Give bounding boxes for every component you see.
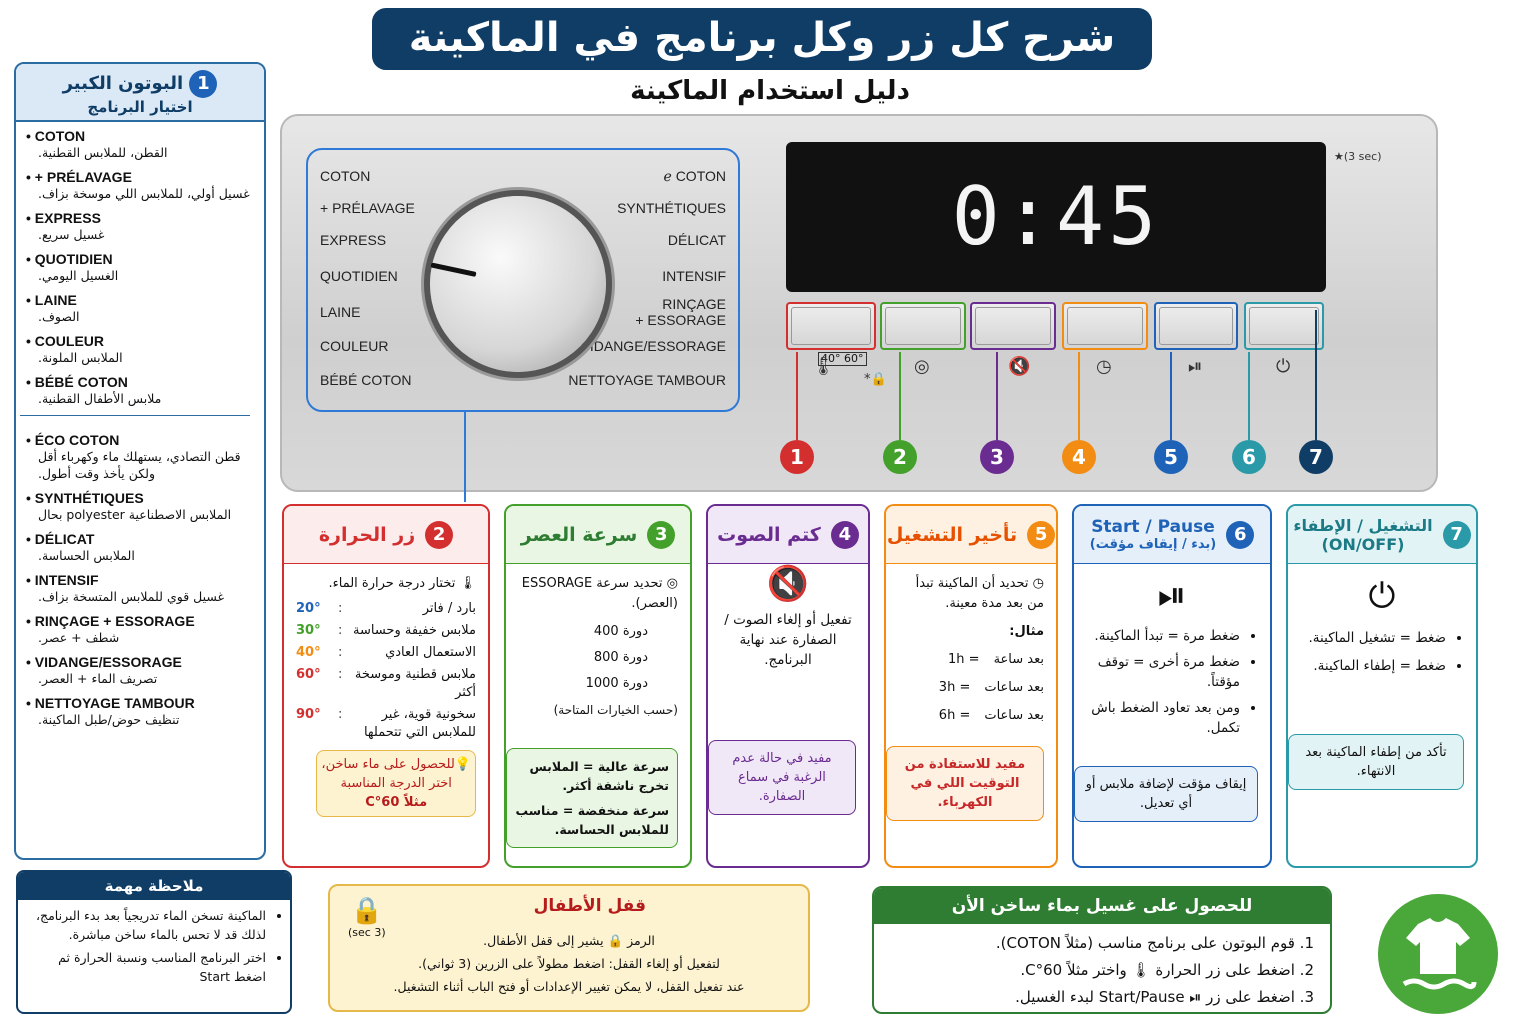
button-number-5: 5 xyxy=(1154,440,1188,474)
program-panel-header xyxy=(16,64,264,122)
mute-icon: 🔇 xyxy=(1008,356,1031,377)
connector-line xyxy=(996,352,998,440)
program-label: • SYNTHÉTIQUES xyxy=(26,490,256,506)
card3-hint: (حسب الخيارات المتاحة) xyxy=(553,703,678,717)
card7-item: • ضغط = تشغيل الماكينة. xyxy=(1300,628,1446,648)
dial-label-left: COULEUR xyxy=(320,338,389,354)
dial-label-right: ℯ COTON xyxy=(663,168,726,184)
dial-label-left: + PRÉLAVAGE xyxy=(320,200,415,216)
card-power xyxy=(1286,504,1478,868)
shirt-water-icon xyxy=(1378,894,1498,1014)
connector-line xyxy=(1248,352,1250,440)
program-item xyxy=(26,292,256,325)
program-desc: قطن التصادي، يستهلك ماء وكهرباء أقل ولكن يأخذ وقت أطول. xyxy=(38,449,241,481)
connector-line xyxy=(796,352,798,440)
card6-item: • ضغط مرة أخرى = توقف مؤقتاً. xyxy=(1086,652,1240,692)
dial-label-right: VIDANGE/ESSORAGE xyxy=(580,338,726,354)
button-number-6: 6 xyxy=(1232,440,1266,474)
program-desc: غسيل أولي، للملابس اللي موسخة بزاف. xyxy=(38,186,250,201)
important-item: • اختر البرنامج المناسب ونسبة الحرارة ثم اضغط Start xyxy=(30,948,266,986)
delay-key: 6h = xyxy=(938,708,971,723)
card-start-pause xyxy=(1072,504,1272,868)
card3-intro: ◎ تحديد سرعة ESSORAGE (العصر). xyxy=(521,576,678,611)
card3-title: سرعة العصر xyxy=(520,523,638,546)
power-icon: ⏻ xyxy=(1368,576,1396,616)
child-lock-hold: (3 sec) xyxy=(348,926,386,939)
temp-value: 30° xyxy=(296,623,321,638)
temp-row xyxy=(296,644,476,662)
hot-water-step: 1. قوم البوتون على برنامج مناسب (مثلاً COTON). xyxy=(995,934,1314,952)
separator: : xyxy=(338,623,343,638)
child-lock-hint-icon: *🔒 xyxy=(864,372,887,387)
card7-title: التشغيل / الإطفاء xyxy=(1293,515,1433,535)
temp-desc: ملابس خفيفة وحساسة xyxy=(353,623,476,638)
dial-label-left: LAINE xyxy=(320,304,361,320)
badge-3: 3 xyxy=(647,521,675,549)
card6-note: إيقاف مؤقت لإضافة ملابس أو أي تعديل. xyxy=(1074,766,1258,822)
temp-value: 40° xyxy=(296,645,321,660)
temp-desc: سخونية قوية، غير للملابس التي تتحملها xyxy=(363,707,476,740)
delay-desc: بعد ساعة xyxy=(993,652,1044,667)
program-item xyxy=(26,210,256,243)
card-temperature xyxy=(282,504,490,868)
program-desc: القطن، للملابس القطنية. xyxy=(38,145,168,160)
machine-button-1[interactable] xyxy=(786,302,876,350)
program-label: • NETTOYAGE TAMBOUR xyxy=(26,695,256,711)
program-label: • QUOTIDIEN xyxy=(26,251,256,267)
delay-key: 3h = xyxy=(938,680,971,695)
thermometer-icon: 🌡 xyxy=(812,356,835,377)
delay-desc: بعد ساعات xyxy=(984,708,1044,723)
program-label: • LAINE xyxy=(26,292,256,308)
separator: : xyxy=(338,645,343,660)
program-item xyxy=(26,613,256,646)
badge-1: 1 xyxy=(189,70,217,98)
button-number-2: 2 xyxy=(883,440,917,474)
program-label: • RINÇAGE + ESSORAGE xyxy=(26,613,256,629)
program-item xyxy=(26,531,256,564)
machine-button-2[interactable] xyxy=(880,302,966,350)
child-lock-line: عند تفعيل القفل، لا يمكن تغيير الإعدادات أو فتح الباب أثناء التشغيل. xyxy=(393,979,745,994)
program-item xyxy=(26,572,256,605)
temp-row xyxy=(296,622,476,640)
program-desc: تنظيف حوض/طبل الماكينة. xyxy=(38,712,180,727)
connector-line xyxy=(1315,310,1317,440)
dial-label-left: EXPRESS xyxy=(320,232,387,248)
program-desc: الغسيل اليومي. xyxy=(38,268,119,283)
spin-speed-item: دورة 400 xyxy=(593,624,648,639)
machine-button-4[interactable] xyxy=(1062,302,1148,350)
badge-4: 4 xyxy=(831,521,859,549)
connector-line xyxy=(899,352,901,440)
temp-row xyxy=(296,666,476,702)
power-icon: ⏻ xyxy=(1276,356,1291,377)
dial-label-right: + ESSORAGE xyxy=(635,312,726,328)
connector-line xyxy=(1170,352,1172,440)
temp-row xyxy=(296,706,476,742)
program-item xyxy=(26,654,256,687)
play-pause-icon: ⏯ xyxy=(1157,575,1187,616)
program-item xyxy=(26,695,256,728)
card7-item: • ضغط = إطفاء الماكينة. xyxy=(1300,656,1446,676)
program-item xyxy=(26,128,256,161)
program-item xyxy=(26,432,256,482)
card-delay-start xyxy=(884,504,1058,868)
badge-2: 2 xyxy=(425,521,453,549)
separator: : xyxy=(338,707,343,722)
divider xyxy=(20,415,250,416)
program-label: • INTENSIF xyxy=(26,572,256,588)
dial-label-right: DÉLICAT xyxy=(667,232,726,248)
dial-label-right: NETTOYAGE TAMBOUR xyxy=(568,372,726,388)
card4-note: مفيد في حالة عدم الرغبة في سماع الصفارة. xyxy=(708,740,856,815)
program-item xyxy=(26,490,256,523)
hot-water-step: 2. اضغط على زر الحرارة 🌡 واختر مثلاً 60°C. xyxy=(1020,961,1314,979)
dial-connector-line xyxy=(464,412,466,502)
machine-button-6[interactable] xyxy=(1244,302,1324,350)
program-panel-subtitle: اختيار البرنامج xyxy=(87,98,193,116)
spin-speed-item: دورة 800 xyxy=(593,650,648,665)
page-subtitle: دليل استخدام الماكينة xyxy=(630,76,910,106)
delay-row xyxy=(898,678,1044,698)
program-panel-title: البوتون الكبير xyxy=(62,73,184,94)
program-desc: الملابس الاصطناعية polyester بحال xyxy=(38,507,232,522)
bulb-icon: 💡 xyxy=(454,757,471,772)
temp-desc: الاستعمال العادي xyxy=(385,645,476,660)
separator: : xyxy=(338,601,343,616)
program-desc: شطف + عصر. xyxy=(38,630,120,645)
card4-title: كتم الصوت xyxy=(717,523,821,546)
clock-icon: ◷ xyxy=(1028,576,1044,591)
dial-label-left: QUOTIDIEN xyxy=(320,268,398,284)
program-label: • EXPRESS xyxy=(26,210,256,226)
temp-desc: بارد / فاتر xyxy=(422,601,476,616)
temp-value: 60° xyxy=(296,667,321,682)
dial-label-right: INTENSIF xyxy=(662,268,726,284)
dial-label-left: COTON xyxy=(320,168,371,184)
card5-title: تأخير التشغيل xyxy=(886,523,1018,546)
program-label: • COULEUR xyxy=(26,333,256,349)
lock-icon: 🔒 xyxy=(350,896,383,926)
dial-label-right: RINÇAGE xyxy=(662,296,726,312)
program-item xyxy=(26,333,256,366)
card4-desc: تفعيل أو إلغاء الصوت / الصفارة عند نهاية البرنامج. xyxy=(724,612,852,668)
spin-speed-item: دورة 1000 xyxy=(585,676,648,691)
play-pause-icon: ⏯ xyxy=(1188,356,1203,377)
program-desc: غسيل سريع. xyxy=(38,227,105,242)
temp-desc: ملابس قطنية وموسخة أكثر xyxy=(354,667,476,700)
program-desc: غسيل قوي للملابس المتسخة بزاف. xyxy=(38,589,225,604)
delay-row xyxy=(898,650,1044,670)
card7-subtitle: (ON/OFF) xyxy=(1321,534,1405,554)
important-title: ملاحظة مهمة xyxy=(18,872,290,900)
thermometer-icon: 🌡 xyxy=(455,576,476,591)
dial-pointer xyxy=(430,262,476,276)
card-spin-speed xyxy=(504,504,692,868)
card5-note: مفيد للاستفادة من التوقيت اللي في الكهرباء. xyxy=(886,746,1044,821)
program-label: • ÉCO COTON xyxy=(26,432,256,448)
mute-icon: 🔇 xyxy=(766,564,810,604)
program-label: • VIDANGE/ESSORAGE xyxy=(26,654,256,670)
delay-clock-icon: ◷ xyxy=(1096,356,1112,377)
hold-note: ★(3 sec) xyxy=(1334,150,1382,163)
program-list xyxy=(16,122,264,407)
important-note xyxy=(16,870,292,1014)
button-number-4: 4 xyxy=(1062,440,1096,474)
badge-7: 7 xyxy=(1443,521,1471,549)
program-desc: ملابس الأطفال القطنية. xyxy=(38,391,162,406)
machine-button-3[interactable] xyxy=(970,302,1056,350)
hot-water-box xyxy=(872,886,1332,1014)
child-lock-box xyxy=(328,884,810,1012)
separator: : xyxy=(338,667,343,682)
important-item: • الماكينة تسخن الماء تدريجياً بعد بدء البرنامج، لذلك قد لا تحس بالماء ساخن مباشرة. xyxy=(30,906,266,944)
card2-intro: 🌡 تختار درجة حرارة الماء. xyxy=(328,576,476,591)
temp-value: 20° xyxy=(296,601,321,616)
program-list-panel xyxy=(14,62,266,860)
spin-icon: ◎ xyxy=(662,576,678,591)
program-item xyxy=(26,374,256,407)
child-lock-line: لتفعيل أو إلغاء القفل: اضغط مطولاً على الزرين (3 ثواني). xyxy=(418,956,720,971)
button-number-1: 1 xyxy=(780,440,814,474)
program-dial[interactable] xyxy=(430,196,606,372)
card2-title: زر الحرارة xyxy=(318,523,416,546)
temp-options-icon: 40° 60° xyxy=(818,352,867,366)
card5-desc: ◷ تحديد أن الماكينة تبدأ من بعد مدة معينة. xyxy=(915,576,1044,611)
child-lock-title: قفل الأطفال xyxy=(533,896,646,916)
badge-6: 6 xyxy=(1226,521,1254,549)
program-desc: الملابس الحساسة. xyxy=(38,548,135,563)
connector-line xyxy=(1078,352,1080,440)
program-item xyxy=(26,251,256,284)
hot-water-title: للحصول على غسيل بماء ساخن الأن xyxy=(874,888,1330,924)
dial-label-right: SYNTHÉTIQUES xyxy=(617,200,726,216)
child-lock-line: الرمز 🔒 يشير إلى قفل الأطفال. xyxy=(483,933,655,948)
card7-note: تأكد من إطفاء الماكينة بعد الانتهاء. xyxy=(1288,734,1464,790)
badge-5: 5 xyxy=(1027,521,1055,549)
card-mute xyxy=(706,504,870,868)
temp-value: 90° xyxy=(296,707,321,722)
card2-note: 💡للحصول على ماء ساخن، اختر الدرجة المناسبة مثلاً 60°C xyxy=(316,750,476,817)
delay-row xyxy=(898,706,1044,726)
program-desc: الملابس الملونة. xyxy=(38,350,123,365)
delay-key: 1h = xyxy=(948,652,980,667)
card3-note: سرعة عالية = الملابس تخرج ناشفة أكثر. سرعة منخفضة = مناسب للملابس الحساسة. xyxy=(506,748,678,848)
spin-icon: ◎ xyxy=(914,356,930,377)
time-display: 0:45 xyxy=(786,142,1326,292)
hot-water-step: 3. اضغط على زر ⏯ Start/Pause لبدء الغسيل. xyxy=(1015,988,1314,1006)
program-label: • + PRÉLAVAGE xyxy=(26,169,256,185)
program-desc: الصوف. xyxy=(38,309,80,324)
temp-row xyxy=(296,600,476,618)
program-label: • COTON xyxy=(26,128,256,144)
card6-title: Start / Pause xyxy=(1091,517,1215,537)
program-list-2 xyxy=(16,426,264,728)
card6-item: • ضغط مرة = تبدأ الماكينة. xyxy=(1086,626,1240,646)
program-label: • DÉLICAT xyxy=(26,531,256,547)
card6-subtitle: (بدء / إيقاف مؤقت) xyxy=(1089,537,1217,552)
dial-label-left: BÉBÉ COTON xyxy=(320,372,412,388)
program-desc: تصريف الماء + العصر. xyxy=(38,671,158,686)
program-item xyxy=(26,169,256,202)
machine-button-5[interactable] xyxy=(1154,302,1238,350)
page-title: شرح كل زر وكل برنامج في الماكينة xyxy=(372,8,1152,70)
button-number-7: 7 xyxy=(1299,440,1333,474)
delay-desc: بعد ساعات xyxy=(984,680,1044,695)
program-label: • BÉBÉ COTON xyxy=(26,374,256,390)
card5-example: مثال: xyxy=(1009,624,1044,639)
card6-item: • ومن بعد تعاود الضغط باش تكمل. xyxy=(1086,698,1240,738)
button-number-3: 3 xyxy=(980,440,1014,474)
